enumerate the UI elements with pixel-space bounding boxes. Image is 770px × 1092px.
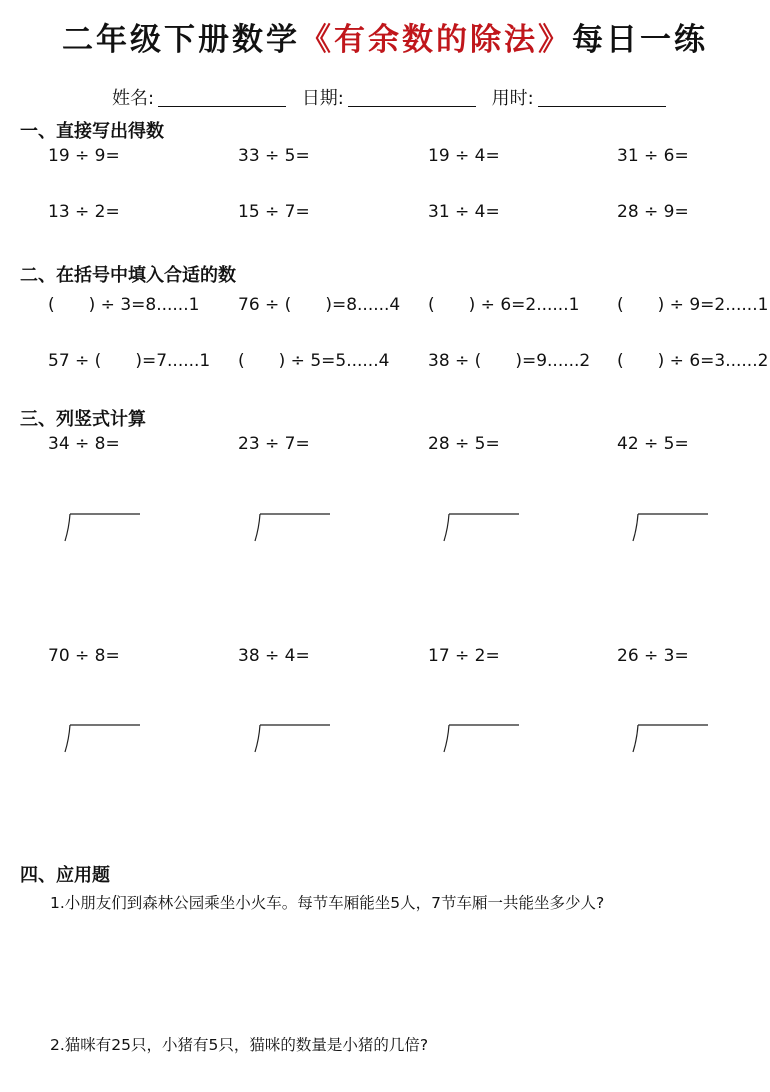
problem: 57 ÷ ( )=7......1 xyxy=(48,351,211,371)
problem: 28 ÷ 9= xyxy=(617,202,689,222)
problem: 17 ÷ 2= xyxy=(428,646,500,666)
long-division-bracket xyxy=(632,512,708,540)
name-blank[interactable] xyxy=(158,105,286,107)
problem: 34 ÷ 8= xyxy=(48,434,120,454)
date-blank[interactable] xyxy=(348,105,476,107)
problem: 33 ÷ 5= xyxy=(238,146,310,166)
page-title xyxy=(0,14,770,59)
problem: 70 ÷ 8= xyxy=(48,646,120,666)
time-blank[interactable] xyxy=(538,105,666,107)
problem: 31 ÷ 6= xyxy=(617,146,689,166)
problem: 38 ÷ ( )=9......2 xyxy=(428,351,591,371)
problem: 38 ÷ 4= xyxy=(238,646,310,666)
student-info-row xyxy=(112,84,676,110)
time-label: 用时: xyxy=(491,88,534,109)
long-division-bracket xyxy=(254,723,330,751)
problem: ( ) ÷ 6=3......2 xyxy=(617,351,769,371)
problem: 31 ÷ 4= xyxy=(428,202,500,222)
problem: ( ) ÷ 6=2......1 xyxy=(428,295,580,315)
name-label: 姓名: xyxy=(112,88,155,109)
long-division-bracket xyxy=(254,512,330,540)
long-division-bracket xyxy=(64,512,140,540)
word-problem-1: 1.小朋友们到森林公园乘坐小火车。每节车厢能坐5人，7节车厢一共能坐多少人? xyxy=(50,894,605,912)
section-3-heading: 三、列竖式计算 xyxy=(20,409,146,430)
problem: 26 ÷ 3= xyxy=(617,646,689,666)
title-part2: 每日一练 xyxy=(572,22,708,58)
long-division-bracket xyxy=(443,723,519,751)
problem: 13 ÷ 2= xyxy=(48,202,120,222)
problem: 19 ÷ 9= xyxy=(48,146,120,166)
problem: 42 ÷ 5= xyxy=(617,434,689,454)
problem: ( ) ÷ 3=8......1 xyxy=(48,295,200,315)
word-problem-2: 2.猫咪有25只，小猪有5只，猫咪的数量是小猪的几倍? xyxy=(50,1036,429,1054)
section-2-heading: 二、在括号中填入合适的数 xyxy=(20,265,236,286)
problem: 28 ÷ 5= xyxy=(428,434,500,454)
problem: 15 ÷ 7= xyxy=(238,202,310,222)
long-division-bracket xyxy=(64,723,140,751)
title-highlight: 《有余数的除法》 xyxy=(300,22,572,58)
problem: ( ) ÷ 9=2......1 xyxy=(617,295,769,315)
section-4-heading: 四、应用题 xyxy=(20,865,110,886)
long-division-bracket xyxy=(443,512,519,540)
date-label: 日期: xyxy=(301,88,344,109)
problem: ( ) ÷ 5=5......4 xyxy=(238,351,390,371)
title-part1: 二年级下册数学 xyxy=(62,22,300,58)
long-division-bracket xyxy=(632,723,708,751)
problem: 76 ÷ ( )=8......4 xyxy=(238,295,401,315)
problem: 19 ÷ 4= xyxy=(428,146,500,166)
section-1-heading: 一、直接写出得数 xyxy=(20,121,164,142)
problem: 23 ÷ 7= xyxy=(238,434,310,454)
